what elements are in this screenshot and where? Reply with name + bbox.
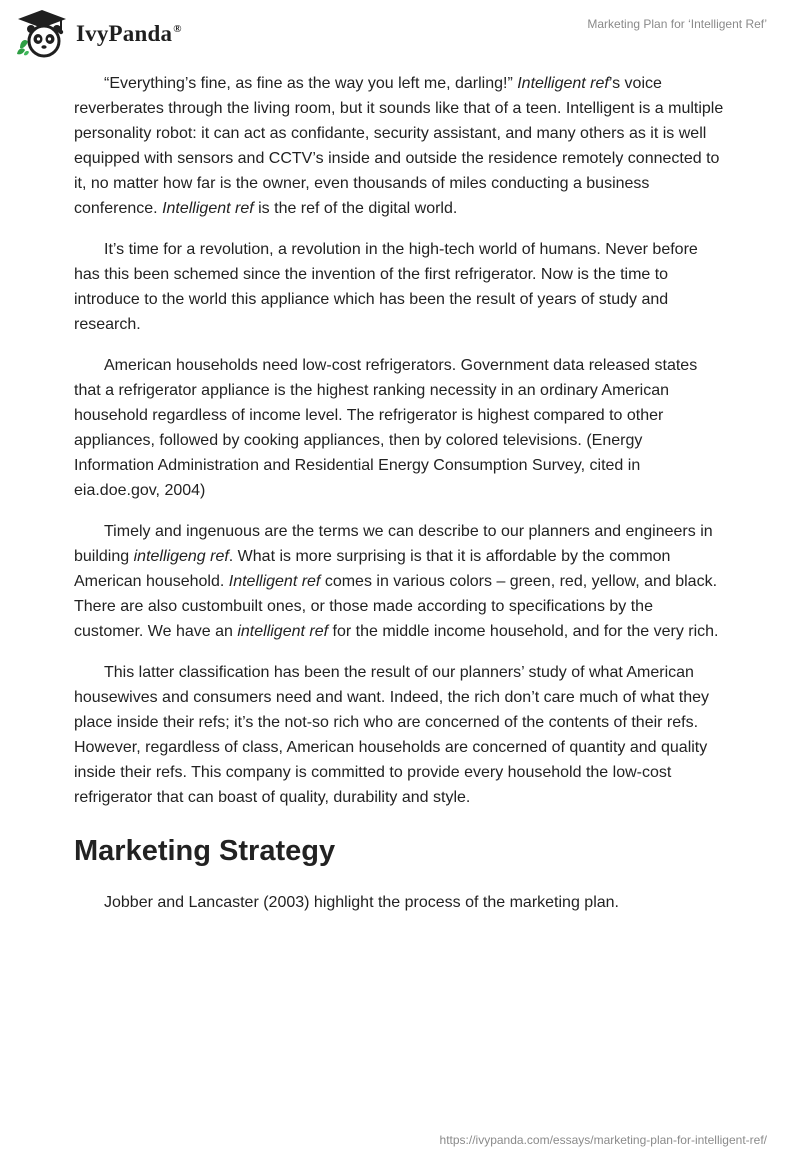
intro-paragraphs xyxy=(74,71,724,810)
text-run: for the middle income household, and for the very rich. xyxy=(328,623,719,640)
text-run: Timely and ingenuous are the terms we can describe to our planners and engineers in building xyxy=(74,523,713,565)
panda-graduate-logo-icon xyxy=(14,8,70,58)
italic-text: Intelligent ref xyxy=(228,573,321,590)
text-run: ’s voice reverberates through the living room, but it sounds like that of a teen. Intelligent is a multiple personality robot: it can act as confidante, security assistant, and many others as it is well equipped with sensors and CCTV’s inside and outside the residence remotely connected to it, no matter how far is the owner, even thousands of miles conducting a business conference. xyxy=(74,75,724,217)
italic-text: intelligent ref xyxy=(237,623,329,640)
text-run: is the ref of the digital world. xyxy=(253,200,458,217)
text-run: This latter classification has been the result of our planners’ study of what American housewives and consumers need and want. Indeed, the rich don’t care much of what they place inside their refs; it’s the not-so rich who are concerned of the contents of their refs. However, regardless of class, American households are concerned of quantity and quality inside their refs. This company is committed to provide every household the low-cost refrigerator that can boast of quality, durability and style. xyxy=(74,664,710,806)
body-paragraph xyxy=(74,71,724,221)
page-header xyxy=(0,0,800,60)
text-run: Jobber and Lancaster (2003) highlight the process of the marketing plan. xyxy=(104,894,619,911)
brand-name: IvyPanda® xyxy=(76,21,182,46)
body-paragraph xyxy=(74,890,724,915)
source-url[interactable]: https://ivypanda.com/essays/marketing-plan-for-intelligent-ref/ xyxy=(439,1133,767,1147)
body-paragraph xyxy=(74,237,724,337)
document-title: Marketing Plan for ‘Intelligent Ref’ xyxy=(587,17,767,31)
section-heading: Marketing Strategy xyxy=(74,835,336,867)
italic-text: intelligeng ref xyxy=(133,548,229,565)
section-paragraphs xyxy=(74,890,724,915)
text-run: . What is more surprising is that it is affordable by the common American household. xyxy=(74,548,671,590)
text-run: “Everything’s fine, as fine as the way you left me, darling!” xyxy=(104,75,518,92)
essay-body xyxy=(74,71,724,931)
text-run: American households need low-cost refrigerators. Government data released states that a refrigerator appliance is the highest ranking necessity in an ordinary American household regardless of income level. The refrigerator is highest compared to other appliances, followed by cooking appliances, then by colored televisions. (Energy Information Administration and Residential Energy Consumption Survey, cited in eia.doe.gov, 2004) xyxy=(74,357,698,499)
text-run: comes in various colors – green, red, yellow, and black. There are also custombuilt ones, or those made according to specifications by the customer. We have an xyxy=(74,573,718,640)
italic-text: Intelligent ref xyxy=(162,200,254,217)
body-paragraph xyxy=(74,660,724,810)
italic-text: Intelligent ref xyxy=(517,75,609,92)
text-run: It’s time for a revolution, a revolution in the high-tech world of humans. Never before has this been schemed since the invention of the first refrigerator. Now is the time to introduce to the world this appliance which has been the result of years of study and research. xyxy=(74,241,698,333)
brand-logo[interactable] xyxy=(14,8,182,58)
body-paragraph xyxy=(74,519,724,644)
body-paragraph xyxy=(74,353,724,503)
